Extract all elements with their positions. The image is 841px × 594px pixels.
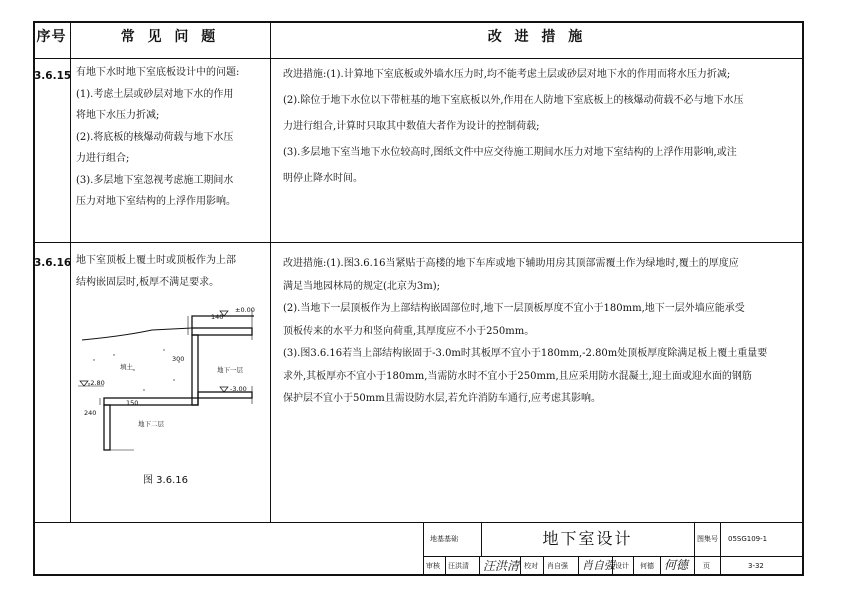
elev-280-label: -2.80 <box>88 379 105 387</box>
header-measure: 改 进 措 施 <box>487 29 587 45</box>
problem-line: 压力对地下室结构的上浮作用影响。 <box>76 196 236 207</box>
titleblock-v <box>720 522 721 576</box>
b2-label: 地下二层 <box>138 420 164 428</box>
row-divider <box>33 242 804 243</box>
checker-signature: 肖自强 <box>582 559 615 572</box>
b2-outer-wall <box>104 405 110 450</box>
titleblock-v <box>543 556 544 576</box>
problem-line: 力进行组合; <box>76 153 130 164</box>
measure-line: 明停止降水时间。 <box>283 173 363 184</box>
table-bottom-line <box>33 522 804 523</box>
problem-line: 将地下水压力折减; <box>76 110 160 121</box>
b1-label: 地下一层 <box>217 366 243 374</box>
titleblock-left-edge <box>423 522 424 576</box>
problem-line: (1).考虑土层或砂层对地下水的作用 <box>76 88 234 100</box>
designer-signature: 何德 <box>664 558 689 572</box>
design-label: 设计 <box>615 562 629 570</box>
page-label: 页 <box>703 562 710 570</box>
review-label: 审核 <box>426 562 440 570</box>
fill-label: 填土 <box>120 363 133 371</box>
measure-line: 保护层不宜小于50mm且需设防水层,若允许消防车通行,应考虑其影响。 <box>283 393 602 404</box>
measure-line: 力进行组合,计算时只取其中数值大者作为设计的控制荷载; <box>283 121 540 132</box>
measure-line: 顶板传来的水平力和竖向荷重,其厚度应不小于250mm。 <box>283 325 535 337</box>
problem-line: 地下室顶板上覆土时或顶板作为上部 <box>76 255 236 266</box>
col-divider-2 <box>270 21 271 522</box>
titleblock-v <box>479 556 480 576</box>
measure-line: 满足当地园林局的规定(北京为3m); <box>283 280 441 292</box>
titleblock-v <box>694 522 695 576</box>
elev-marker <box>220 387 228 392</box>
measure-line: 改进措施:(1).计算地下室底板或外墙水压力时,均不能考虑土层或砂层对地下水的作用而将水压力折减; <box>283 69 731 80</box>
problem-text <box>76 62 268 213</box>
titleblock-v <box>578 556 579 576</box>
soil-slope <box>82 328 192 340</box>
figure-caption: 图 3.6.16 <box>143 475 188 486</box>
header-no: 序号 <box>36 29 67 45</box>
row-no: 3.6.16 <box>34 257 72 269</box>
measure-line: 改进措施:(1).图3.6.16当紧贴于高楼的地下车库或地下辅助用房其顶部需覆土作为绿地时,覆土的厚度应 <box>283 258 739 269</box>
dim-240-label: 240 <box>84 409 97 417</box>
dim-150-label: 150 <box>126 399 139 407</box>
header-divider <box>33 58 804 59</box>
atlas-label: 图集号 <box>697 535 718 543</box>
problem-line: 有地下水时地下室底板设计中的问题: <box>76 67 240 78</box>
reviewer-signature: 汪洪清 <box>483 559 520 573</box>
elev-0-label: ±0.00 <box>235 306 255 314</box>
elev-marker <box>80 381 88 386</box>
check-label: 校对 <box>524 562 538 570</box>
measure-text <box>283 253 803 411</box>
reviewer: 汪洪清 <box>448 562 469 570</box>
row-no: 3.6.15 <box>34 70 72 82</box>
measure-line: (2).当地下一层顶板作为上部结构嵌固部位时,地下一层顶板厚度不宜小于180mm,地下一层外墙应能承受 <box>283 303 745 314</box>
dim-300-label: 300 <box>172 355 185 363</box>
problem-text <box>76 250 268 293</box>
designer: 何德 <box>640 562 654 570</box>
titleblock-v <box>633 556 634 576</box>
atlas-number: 05SG109-1 <box>728 535 768 543</box>
measure-line: 求外,其板厚亦不宜小于180mm,当需防水时不宜小于250mm,且应采用防水混凝土,迎土面或迎水面的钢筋 <box>283 370 752 382</box>
problem-line: (2).将底板的核爆动荷载与地下水压 <box>76 131 234 143</box>
drawing-title: 地下室设计 <box>542 529 633 548</box>
basement-roof-slab <box>192 328 252 335</box>
dim-140-label: 140 <box>211 313 224 321</box>
header-problem: 常 见 问 题 <box>120 29 220 45</box>
col-divider-1 <box>70 21 71 522</box>
measure-line: (3).图3.6.16若当上部结构嵌固于-3.0m时其板厚不宜小于180mm,-2.80m处顶板厚度除满足板上覆土重量要 <box>283 348 768 359</box>
basement-outer-wall <box>192 335 198 405</box>
problem-line: 结构嵌固层时,板厚不满足要求。 <box>76 276 220 288</box>
elev-300-label: -3.00 <box>230 385 247 393</box>
measure-line: (3).多层地下室当地下水位较高时,图纸文件中应交待施工期间水压力对地下室结构的上浮作用影响,或注 <box>283 147 737 158</box>
titleblock-v <box>660 556 661 576</box>
problem-line: (3).多层地下室忽视考虑施工期间水 <box>76 174 234 186</box>
checker: 肖自强 <box>547 562 568 570</box>
measure-text <box>283 62 803 192</box>
titleblock-v <box>445 556 446 576</box>
measure-line: (2).除位于地下水位以下带桩基的地下室底板以外,作用在人防地下室底板上的核爆动荷载不必与地下水压 <box>283 95 744 106</box>
page-number: 3-32 <box>748 562 764 570</box>
b2-roof-slab <box>104 398 198 405</box>
category: 地基基础 <box>430 535 458 543</box>
titleblock-v <box>520 556 521 576</box>
